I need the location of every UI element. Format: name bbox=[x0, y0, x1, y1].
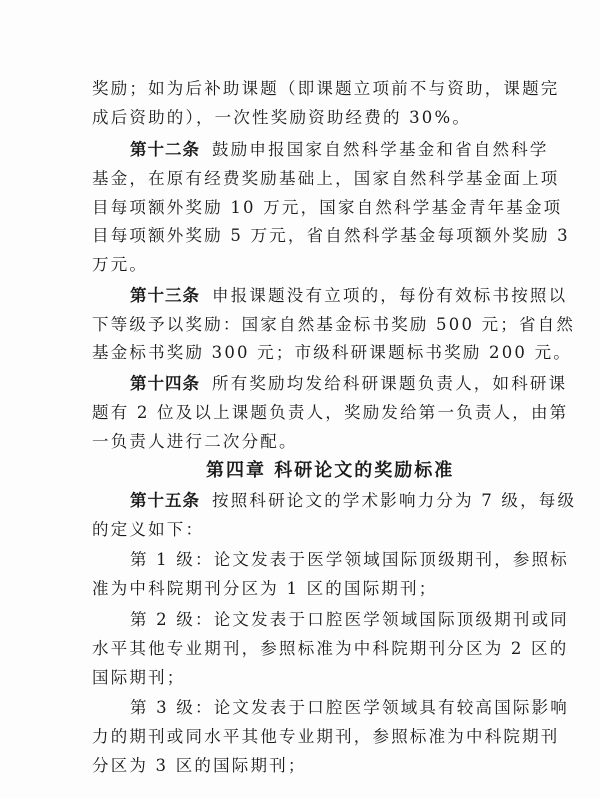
text-line: 一负责人进行二次分配。 bbox=[92, 432, 298, 451]
text-line: 基金，在原有经费奖励基础上，国家自然科学基金面上项 bbox=[92, 169, 560, 188]
text-line: 分区为 3 区的国际期刊； bbox=[92, 756, 307, 775]
text-line: 目每项额外奖励 10 万元，国家自然科学基金青年基金项 bbox=[92, 198, 563, 217]
article-14 bbox=[130, 374, 567, 394]
article-label: 第十三条 bbox=[130, 286, 200, 305]
article-15 bbox=[130, 491, 576, 511]
article-text: 申报课题没有立项的，每份有效标书按照以 bbox=[212, 286, 568, 305]
text-line: 题有 2 位及以上课题负责人，奖励发给第一负责人，由第 bbox=[92, 403, 569, 422]
text-line: 基金标书奖励 300 元；市级科研课题标书奖励 200 元。 bbox=[92, 343, 572, 362]
text-line: 第 3 级：论文发表于口腔医学领域具有较高国际影响 bbox=[130, 698, 569, 717]
text-line: 成后资助的），一次性奖励资助经费的 30%。 bbox=[92, 108, 472, 127]
article-text: 鼓励申报国家自然科学基金和省自然科学 bbox=[212, 140, 549, 159]
article-label: 第十五条 bbox=[130, 491, 200, 510]
text-line: 目每项额外奖励 5 万元，省自然科学基金每项额外奖励 3 bbox=[92, 226, 570, 245]
text-line: 第 2 级：论文发表于口腔医学领域国际顶级期刊或同 bbox=[130, 610, 569, 629]
text-line: 下等级予以奖励：国家自然基金标书奖励 500 元；省自然 bbox=[92, 315, 576, 334]
article-13 bbox=[130, 286, 567, 306]
text-line: 水平其他专业期刊，参照标准为中科院期刊分区为 2 区的 bbox=[92, 639, 569, 658]
chapter-heading: 第四章 科研论文的奖励标准 bbox=[206, 460, 455, 481]
article-text: 所有奖励均发给科研课题负责人，如科研课 bbox=[212, 374, 568, 393]
article-label: 第十四条 bbox=[130, 374, 200, 393]
text-line: 国际期刊； bbox=[92, 668, 186, 687]
article-text: 按照科研论文的学术影响力分为 7 级，每级 bbox=[212, 491, 577, 510]
text-line: 奖励；如为后补助课题（即课题立项前不与资助，课题完 bbox=[92, 79, 560, 98]
text-line: 的定义如下： bbox=[92, 520, 205, 539]
text-line: 准为中科院期刊分区为 1 区的国际期刊； bbox=[92, 579, 438, 598]
article-label: 第十二条 bbox=[130, 140, 200, 159]
text-line: 力的期刊或同水平其他专业期刊，参照标准为中科院期刊 bbox=[92, 727, 560, 746]
article-12 bbox=[130, 140, 549, 160]
text-line: 第 1 级：论文发表于医学领域国际顶级期刊，参照标 bbox=[130, 550, 569, 569]
text-line: 万元。 bbox=[92, 255, 149, 274]
